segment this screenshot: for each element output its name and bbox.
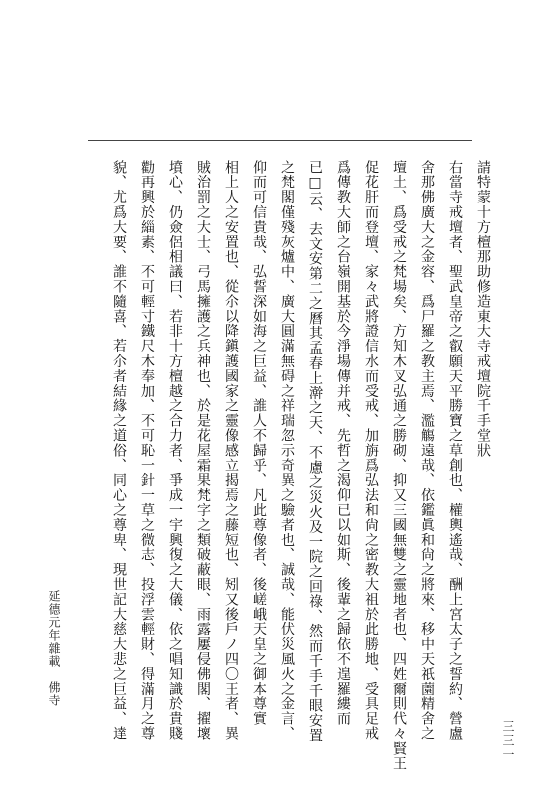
text-column: 爲傳教大師之台嶺開基於今淨場傳并戒、先哲之渴仰已以如斯、後輩之歸依不遑羅縷而 (335, 160, 351, 727)
text-column: 右當寺戒壇者、聖武皇帝之叡願天平勝寶之草創也、權輿遙哉、酬上宮太子之誓約、營盧 (447, 160, 463, 742)
text-column: 之梵閣僅殘灰爐中、廣大圓滿無碍之祥瑞忽示奇異之驗者也、誠哉、能伏災風火之金言、 (279, 160, 295, 742)
text-column: 仰而可信貴哉、弘誓深如海之巨益、誰人不歸乎、凡此尊像者、後嵯峨天皇之御本尊實 (251, 160, 267, 727)
text-column: 相上人之安置也、從尒以降鎭護國家之靈像感立揭焉之藤短也、矧又後戶ノ四〇王者、異 (223, 160, 239, 742)
text-column: 勸再興於緇素、不可輕寸鐵尺木奉加、不可恥一針一草之微志、投浮雲輕財、得滿月之尊 (139, 160, 155, 742)
header-rule (88, 140, 472, 141)
text-column: 壇土、爲受戒之梵場矣、方知木叉弘通之勝砌、抑又三國無雙之靈地者也、四姓爾則代々賢王 (391, 160, 407, 771)
text-column: 賊治罰之大士、弓馬擁護之兵神也、於是花屋霜果梵字之類破蔽眼、雨露屢侵佛閣、擢壞 (195, 160, 211, 742)
page-number: 三三一 (501, 720, 515, 762)
text-column: 促花肝而登壇、家々武將證信水而受戒、加旃爲弘法和尙之密教大祖於此勝地、受具足戒 (363, 160, 379, 742)
text-column: 墳心、仍僉侶相議曰、若非十方檀越之合力者、爭成一宇興復之大儀、依之唱知識於貴賤 (167, 160, 183, 742)
text-column: 舍那佛廣大之金容、爲尸羅之教主焉、濫觴遠哉、依鑑眞和尙之將來、移中天祇薗精舍之 (419, 160, 435, 742)
document-title: 請特蒙十方檀那助修造東大寺戒壇院千手堂狀 (475, 160, 491, 458)
running-head: 延德元年雜載 佛寺 (47, 590, 61, 707)
text-column: 已□云、去文安第二之曆其孟春上澣之天、不慮之災火及一院之回祿、然而千手千眼安置 (307, 160, 323, 744)
text-column: 貌、尤爲大要、誰不隨喜、若尒者結緣之道俗、同心之尊卑、現世記大慈大悲之巨益、達 (111, 160, 127, 742)
